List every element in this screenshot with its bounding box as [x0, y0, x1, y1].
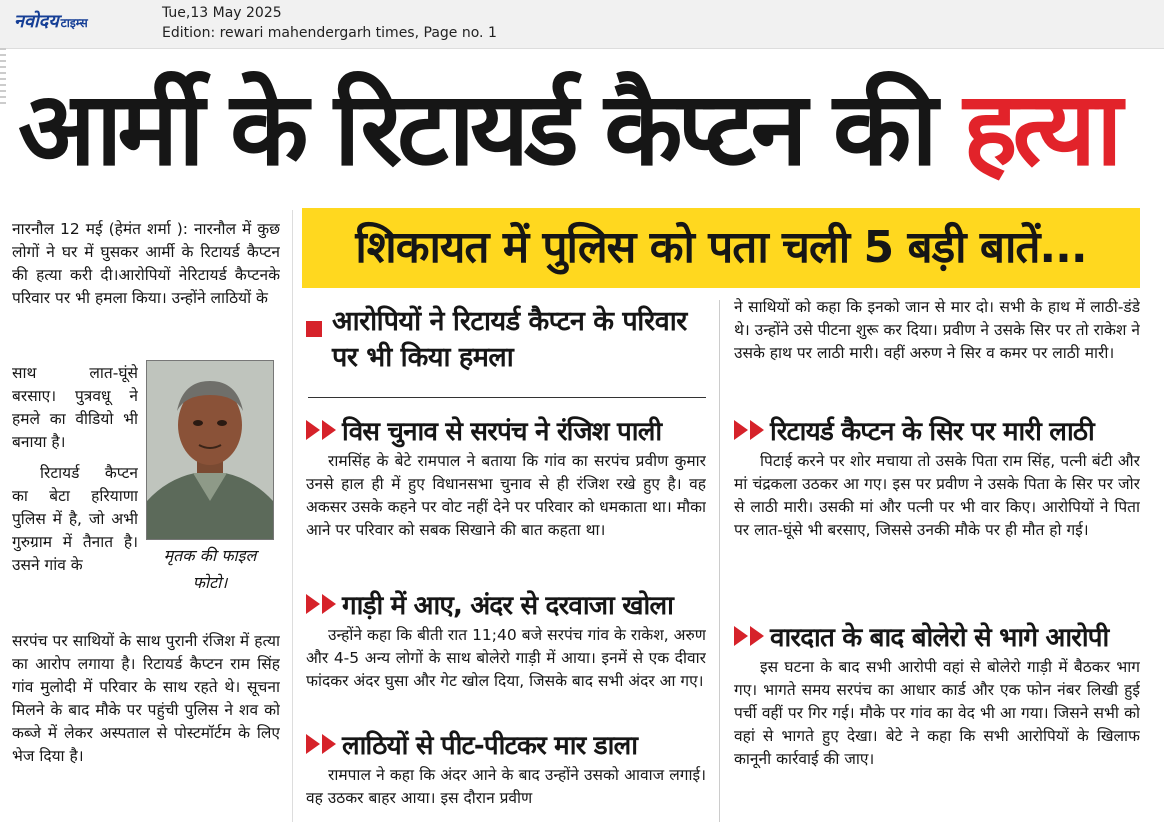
logo-sub-text: टाइम्स	[60, 16, 88, 30]
edition-date: Tue,13 May 2025	[162, 5, 282, 21]
subheading-block	[306, 304, 706, 384]
banner-box	[302, 208, 1140, 288]
subheading-rule	[308, 397, 706, 398]
section-2-title: गाड़ी में आए, अंदर से दरवाजा खोला	[342, 591, 674, 621]
section-heading-4	[734, 412, 1140, 448]
section-heading-2	[306, 586, 706, 622]
bullet-square-icon	[306, 321, 322, 337]
double-arrow-icon	[306, 420, 338, 440]
page-edge-strip	[0, 48, 6, 108]
section-5-text: इस घटना के बाद सभी आरोपी वहां से बोलेरो गाड़ी में बैठकर भाग गए। भागते समय सरपंच का आधार कार्ड और एक फोन नंबर लिखी हुई पर्ची वहीं पर गिर गई। मौके पर गांव का वेद भी आ गया। जिसने सभी को वहां से भागते हुए देखा। बेटे ने कहा कि सभी आरोपियों के खिलाफ कानूनी कार्रवाई की जाए।	[734, 658, 1140, 768]
double-arrow-icon	[734, 626, 766, 646]
logo-main-text: नवोदय	[14, 11, 59, 32]
page-headline	[18, 60, 1158, 200]
section-3-text: रामपाल ने कहा कि अंदर आने के बाद उन्होंने उसको आवाज लगाई। वह उठकर बाहर आया। इस दौरान प्रवीण	[306, 766, 706, 807]
newspaper-logo[interactable]	[14, 9, 88, 31]
portrait-icon	[147, 361, 273, 539]
left-paragraph-2: साथ लात-घूंसे बरसाए। पुत्रवधू ने हमले का वीडियो भी बनाया है।	[12, 364, 138, 451]
section-heading-3	[306, 726, 706, 762]
section-3-title: लाठियों से पीट-पीटकर मार डाला	[342, 731, 638, 761]
victim-photo	[146, 360, 274, 540]
section-2-text: उन्होंने कहा कि बीती रात 11;40 बजे सरपंच गांव के राकेश, अरुण और 4-5 अन्य लोगों के साथ बोलेरो गाड़ी में आया। इनमें से एक दीवार फांदकर अंदर घुसा और गेट खोल दिया, जिसके बाद सभी अंदर आ गए।	[306, 626, 706, 690]
left-paragraph-4: सरपंच पर साथियों के साथ पुरानी रंजिश में हत्या का आरोप लगाया है। रिटायर्ड कैप्टन राम सिंह गांव मुलोदी में परिवार के साथ रहते थे। सूचना मिलने के बाद मौके पर पहुंची पुलिस ने शव को कब्जे में लेकर अस्पताल से पोस्टमॉर्टम के लिए भेज दिया है।	[12, 632, 280, 765]
left-paragraph-3: रिटायर्ड कैप्टन का बेटा हरियाणा पुलिस में है, जो अभी गुरुग्राम में तैनात है। उसने गांव के	[12, 464, 138, 574]
section-1-text: रामसिंह के बेटे रामपाल ने बताया कि गांव का सरपंच प्रवीण कुमार उनसे हाल ही में हुए विधानसभा चुनाव से ही रंजिश रखे हुए है। वह अकसर उसके कहने पर वोट नहीं देने पर परिवार को धमकाता था। मौका आने पर परिवार को सबक सिखाने की बात कहता था।	[306, 452, 706, 539]
double-arrow-icon	[306, 594, 338, 614]
section-heading-5	[734, 618, 1140, 654]
edition-header-bar	[0, 0, 1164, 49]
left-paragraph-1: नारनौल 12 मई (हेमंत शर्मा ): नारनौल में कुछ लोगों ने घर में घुसकर आर्मी के रिटायर्ड कैप्टन की हत्या करी दी।आरोपियों नेरिटायर्ड कैप्टनके परिवार पर भी हमला किया। उन्होंने लाठियों के	[12, 220, 280, 307]
column-divider-right	[719, 300, 720, 822]
subheading-text: आरोपियों ने रिटायर्ड कैप्टन के परिवार पर भी किया हमला	[332, 306, 687, 373]
section-5-title: वारदात के बाद बोलेरो से भागे आरोपी	[770, 623, 1109, 653]
section-4-title: रिटायर्ड कैप्टन के सिर पर मारी लाठी	[770, 417, 1094, 447]
section-1-title: विस चुनाव से सरपंच ने रंजिश पाली	[342, 417, 662, 447]
edition-info: Edition: rewari mahendergarh times, Page no. 1	[162, 25, 497, 41]
headline-main: आर्मी के रिटायर्ड कैप्टन की	[18, 70, 964, 189]
right-paragraph-top: ने साथियों को कहा कि इनको जान से मार दो। सभी के हाथ में लाठी-डंडे थे। उन्होंने उसे पीटना शुरू कर दिया। प्रवीण ने उसके सिर पर तो राकेश ने उसके हाथ पर लाठी मारी। वहीं अरुण ने सिर व कमर पर लाठी मारी।	[734, 298, 1140, 362]
column-divider-left	[292, 210, 293, 822]
section-4-text: पिटाई करने पर शोर मचाया तो उसके पिता राम सिंह, पत्नी बंटी और मां चंद्रकला उठकर आ गए। इस पर प्रवीण ने उसके पिता के सिर पर जोर से लाठी मारी। उसकी मां और पत्नी पर भी वार किए। आरोपियों ने पिता पर लात-घूंसे भी बरसाए, जिससे उनकी मौके पर ही मौत हो गई।	[734, 452, 1140, 539]
section-heading-1	[306, 412, 706, 448]
double-arrow-icon	[306, 734, 338, 754]
banner-text: शिकायत में पुलिस को पता चली 5 बड़ी बातें...	[355, 222, 1087, 273]
photo-caption: मृतक की फाइल फोटो।	[163, 546, 257, 592]
headline-highlight: हत्या	[963, 70, 1118, 189]
double-arrow-icon	[734, 420, 766, 440]
